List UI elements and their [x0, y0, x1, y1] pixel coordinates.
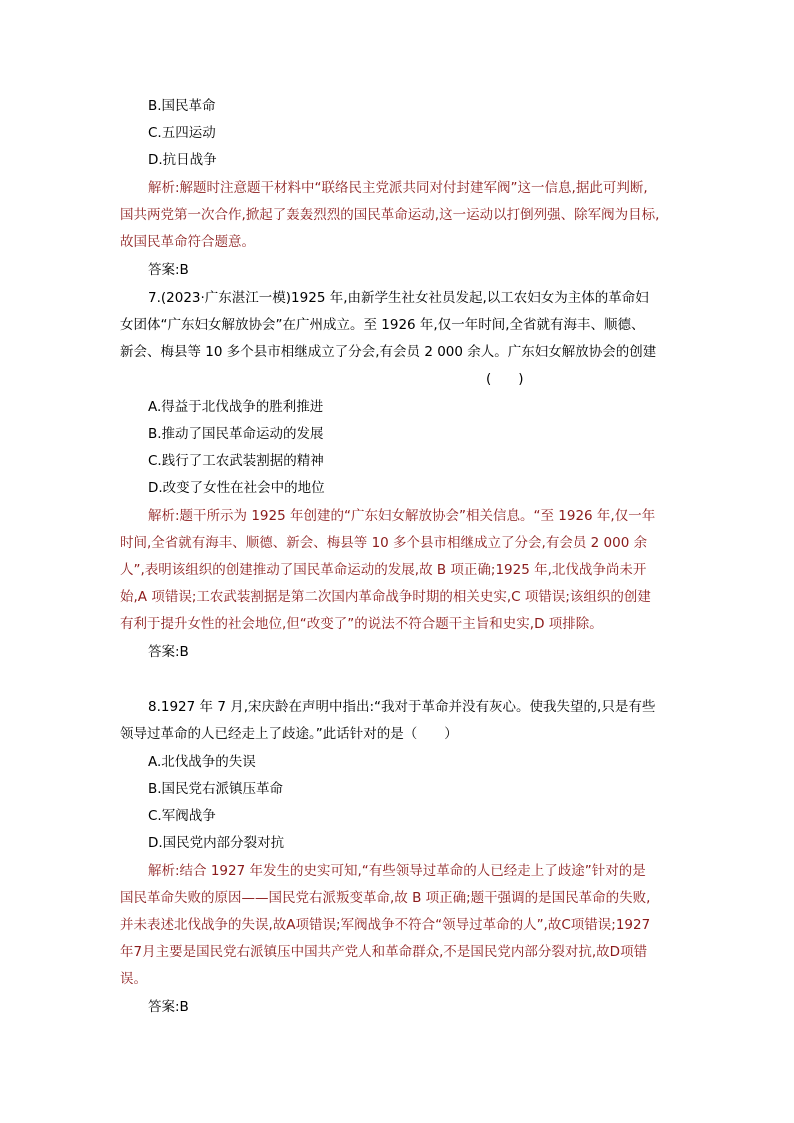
q8-stem-line: 领导过革命的人已经走上了歧途。”此话针对的是（ ） — [120, 726, 458, 742]
q8-option-b: B.国民党右派镇压革命 — [148, 781, 284, 797]
q6-explanation-line: 解析:解题时注意题干材料中“联络民主党派共同对付封建军阀”这一信息,据此可判断, — [148, 180, 648, 196]
q7-option-c: C.践行了工农武装割据的精神 — [148, 453, 324, 469]
q8-option-a: A.北伐战争的失误 — [148, 754, 256, 770]
q8-option-d: D.国民党内部分裂对抗 — [148, 835, 285, 851]
q7-explanation-line: 始,A 项错误;工农武装割据是第二次国内革命战争时期的相关史实,C 项错误;该组织的创建 — [120, 589, 651, 605]
q7-explanation-line: 有利于提升女性的社会地位,但“改变了”的说法不符合题干主旨和史实,D 项排除。 — [120, 616, 603, 632]
q6-option-d: D.抗日战争 — [148, 152, 217, 168]
q8-explanation-line: 解析:结合 1927 年发生的史实可知,“有些领导过革命的人已经走上了歧途”针对的是 — [148, 863, 646, 879]
q6-answer: 答案:B — [148, 262, 189, 278]
q7-explanation-line: 解析:题干所示为 1925 年创建的“广东妇女解放协会”相关信息。“至 1926 年,仅一年 — [148, 508, 656, 524]
q6-option-c: C.五四运动 — [148, 125, 216, 141]
q7-option-b: B.推动了国民革命运动的发展 — [148, 426, 324, 442]
q6-explanation-line: 故国民革命符合题意。 — [120, 234, 255, 250]
q7-answer: 答案:B — [148, 644, 189, 660]
q7-option-a: A.得益于北伐战争的胜利推进 — [148, 399, 324, 415]
q8-explanation-line: 国民革命失败的原因——国民党右派叛变革命,故 B 项正确;题干强调的是国民革命的失败, — [120, 890, 651, 906]
q8-option-c: C.军阀战争 — [148, 808, 216, 824]
q7-stem-line: 女团体“广东妇女解放协会”在广州成立。至 1926 年,仅一年时间,全省就有海丰、顺德、 — [120, 317, 645, 333]
q6-explanation-line: 国共两党第一次合作,掀起了轰轰烈烈的国民革命运动,这一运动以打倒列强、除军阀为目标, — [120, 207, 660, 223]
q8-explanation-line: 并未表述北伐战争的失误,故A项错误;军阀战争不符合“领导过革命的人”,故C项错误;1927 — [120, 917, 651, 933]
q7-explanation-line: 时间,全省就有海丰、顺德、新会、梅县等 10 多个县市相继成立了分会,有会员 2 000 余 — [120, 535, 648, 551]
q7-option-d: D.改变了女性在社会中的地位 — [148, 480, 325, 496]
q8-explanation-line: 年7月主要是国民党右派镇压中国共产党人和革命群众,不是国民党内部分裂对抗,故D项错 — [120, 944, 648, 960]
q7-stem-line: 新会、梅县等 10 多个县市相继成立了分会,有会员 2 000 余人。广东妇女解放协会的创建 — [120, 344, 657, 360]
q7-stem-line: 7.(2023·广东湛江一模)1925 年,由新学生社女社员发起,以工农妇女为主体的革命妇 — [148, 290, 649, 306]
q7-explanation-line: 人”,表明该组织的创建推动了国民革命运动的发展,故 B 项正确;1925 年,北伐战争尚未开 — [120, 562, 647, 578]
q8-explanation-line: 误。 — [120, 971, 147, 987]
q6-option-b: B.国民革命 — [148, 98, 216, 114]
q8-stem-line: 8.1927 年 7 月,宋庆龄在声明中指出:“我对于革命并没有灰心。使我失望的,只是有些 — [148, 699, 656, 715]
q8-answer: 答案:B — [148, 999, 189, 1015]
q7-answer-bracket: ( ) — [486, 371, 524, 387]
